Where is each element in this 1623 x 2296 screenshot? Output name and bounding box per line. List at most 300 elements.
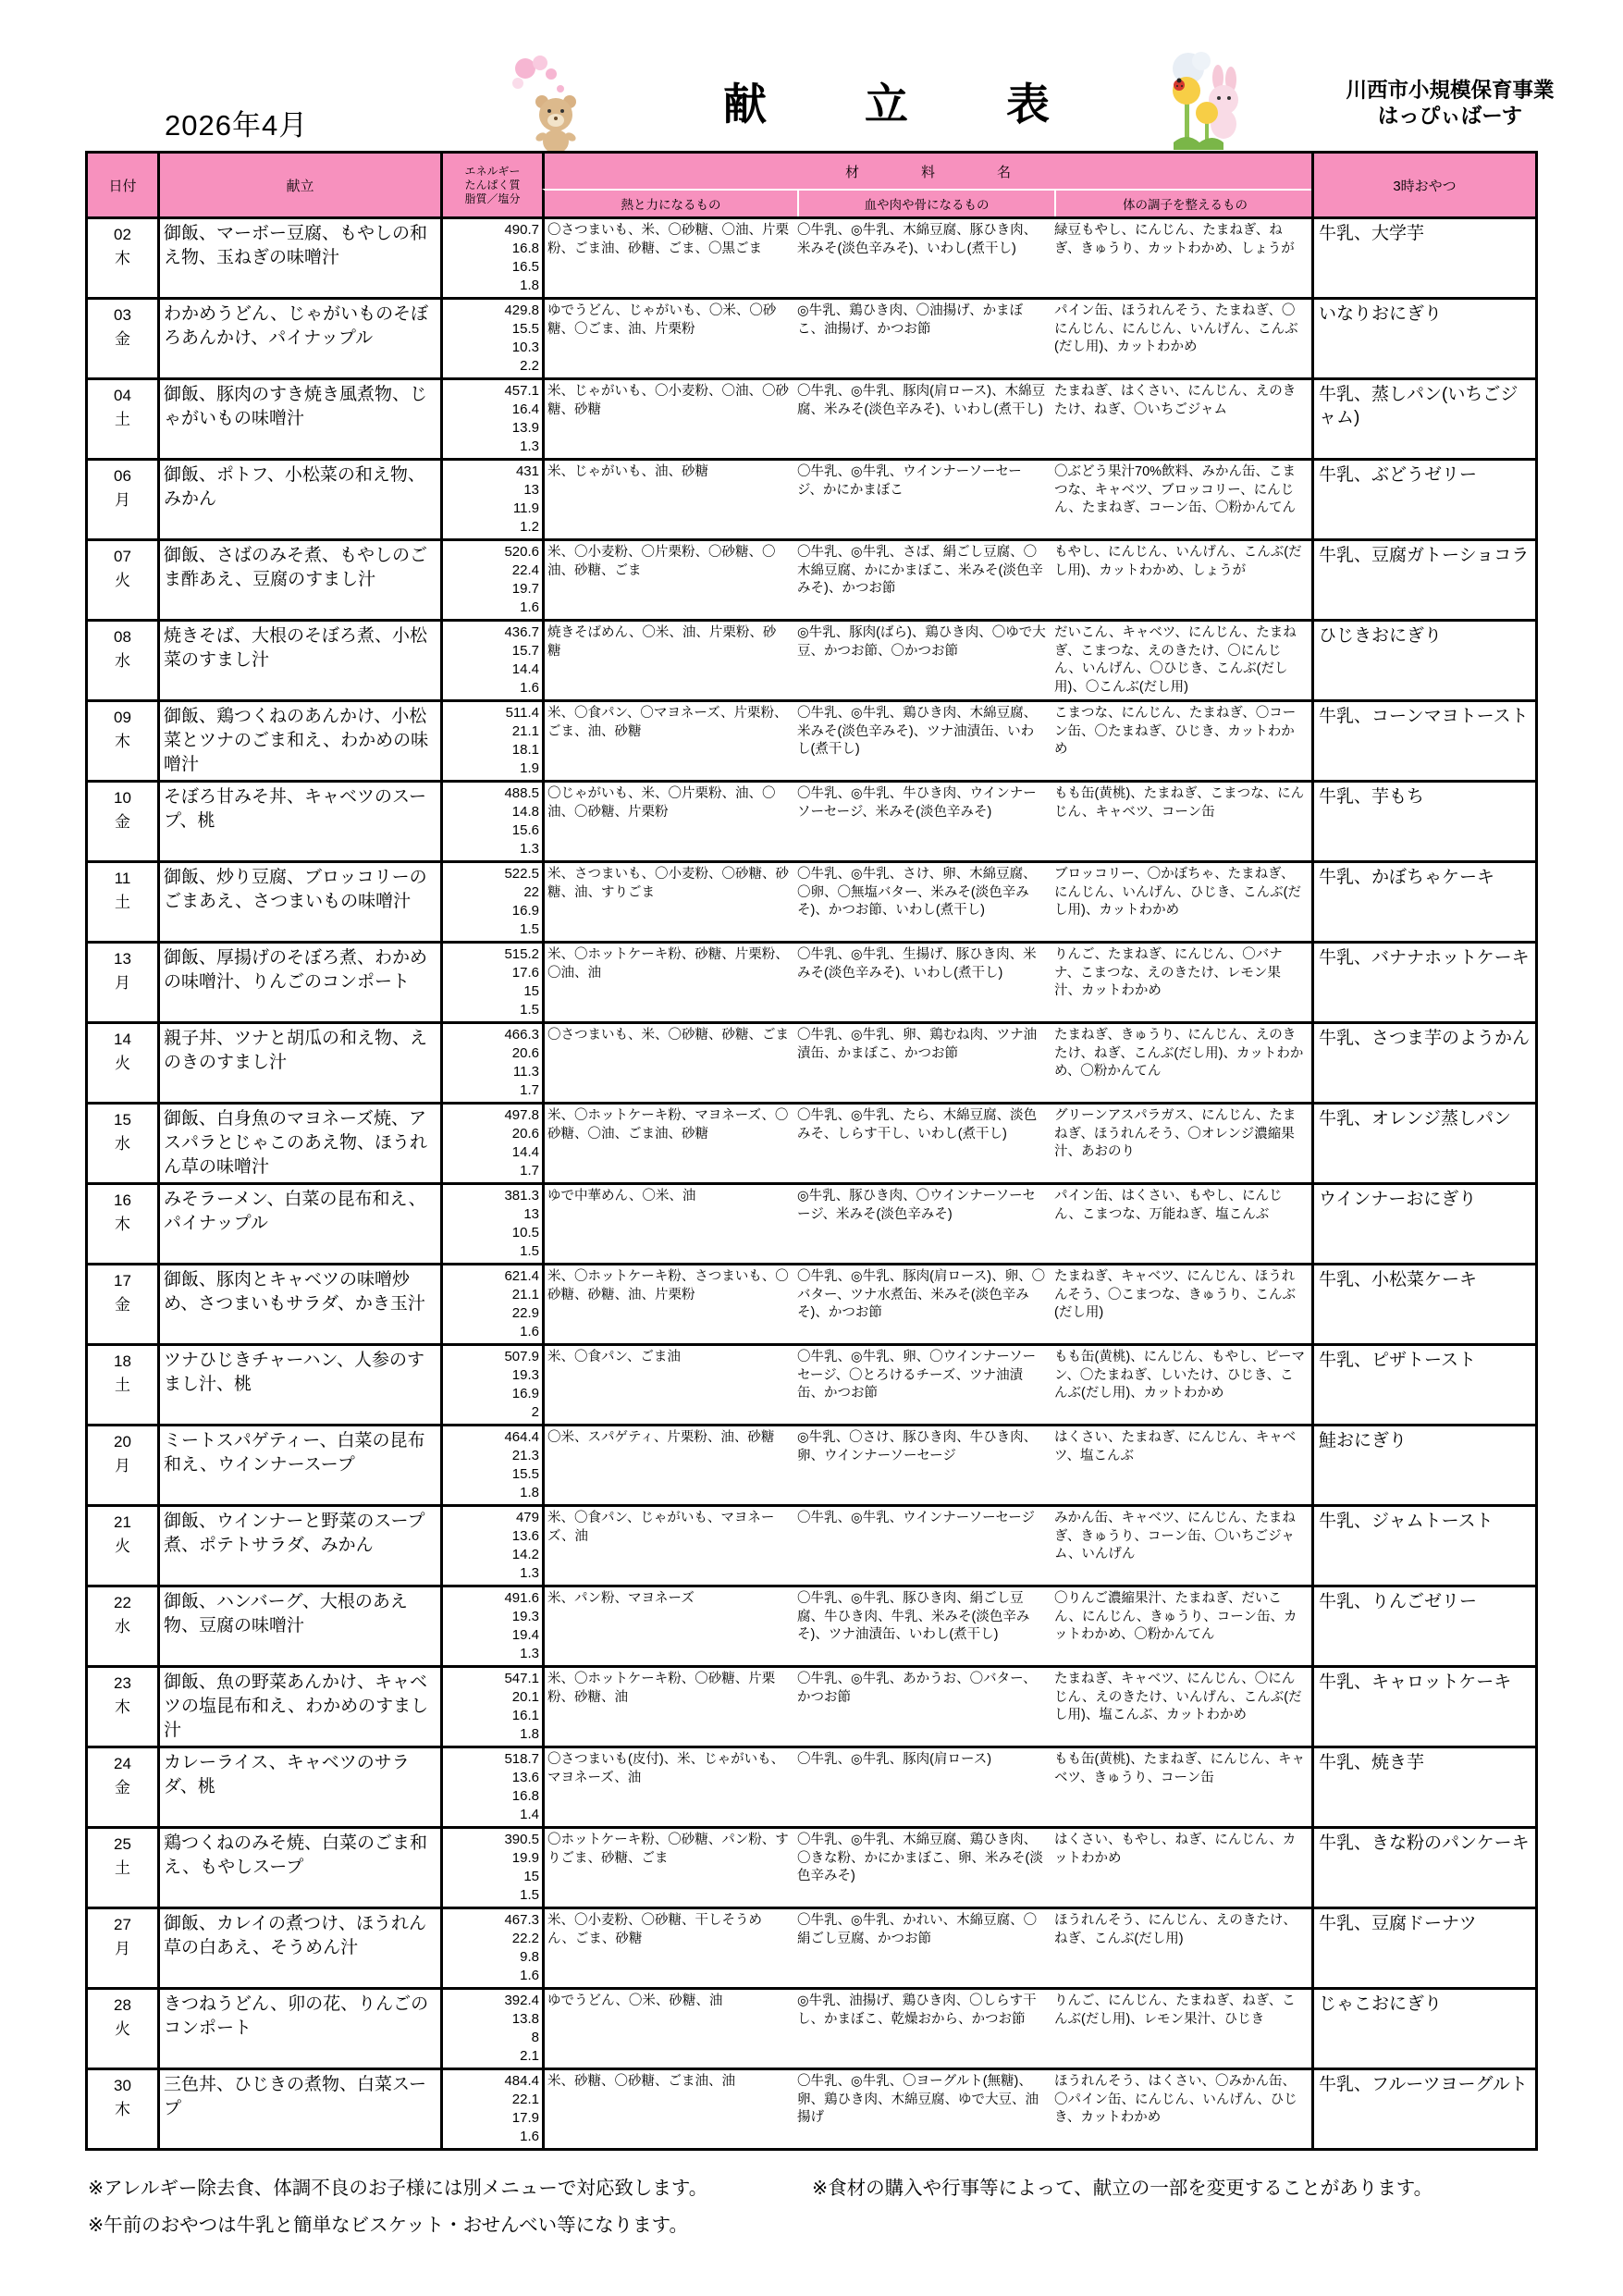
blood-ingredients-cell: 〇牛乳、◎牛乳、卵、鶏むね肉、ツナ油漬缶、かまぼこ、かつお節 bbox=[797, 1028, 1038, 1061]
date-cell bbox=[88, 1668, 157, 1746]
menu-cell: 御飯、ポトフ、小松菜の和え物、みかん bbox=[157, 461, 440, 538]
snack-cell: いなりおにぎり bbox=[1311, 300, 1535, 377]
header-date: 日付 bbox=[108, 178, 137, 194]
date-cell bbox=[88, 219, 157, 297]
table-row bbox=[88, 941, 1535, 1021]
header-heat-group: 熱と力になるもの bbox=[621, 198, 721, 212]
salt-value: 1.6 bbox=[520, 2129, 539, 2144]
snack-cell: 牛乳、キャロットケーキ bbox=[1311, 1668, 1535, 1746]
blood-ingredients-cell: 〇牛乳、◎牛乳、かれい、木綿豆腐、〇絹ごし豆腐、かつお節 bbox=[797, 1913, 1038, 1946]
fat-value: 14.4 bbox=[511, 1144, 539, 1160]
salt-value: 2.2 bbox=[520, 358, 539, 374]
table-row bbox=[88, 1021, 1535, 1102]
menu-cell: 御飯、豚肉のすき焼き風煮物、じゃがいもの味噌汁 bbox=[157, 380, 440, 458]
fat-value: 15 bbox=[523, 1869, 539, 1884]
fat-value: 16.9 bbox=[511, 1386, 539, 1401]
body-ingredients-cell: もやし、にんじん、いんげん、こんぶ(だし用)、カットわかめ、しょうが bbox=[1054, 545, 1302, 578]
energy-value: 515.2 bbox=[504, 946, 539, 962]
nutrition-cell bbox=[440, 1185, 542, 1263]
day-of-week: 金 bbox=[115, 330, 130, 348]
table-row bbox=[88, 1424, 1535, 1504]
body-ingredients-cell: 〇りんご濃縮果汁、たまねぎ、だいこん、にんじん、きゅうり、コーン缶、カットわかめ、〇粉かんてん bbox=[1054, 1591, 1297, 1642]
protein-value: 20.6 bbox=[511, 1126, 539, 1142]
heat-ingredients-cell: 米、じゃがいも、油、砂糖 bbox=[542, 461, 794, 538]
salt-value: 2 bbox=[531, 1404, 539, 1420]
date-number: 14 bbox=[114, 1031, 131, 1048]
protein-value: 14.8 bbox=[511, 804, 539, 820]
day-of-week: 金 bbox=[115, 1296, 130, 1314]
snack-cell: 牛乳、焼き芋 bbox=[1311, 1748, 1535, 1826]
date-number: 08 bbox=[114, 628, 131, 646]
fat-value: 22.9 bbox=[511, 1305, 539, 1321]
heat-ingredients-cell: 米、砂糖、〇砂糖、ごま油、油 bbox=[542, 2070, 794, 2148]
nutrition-cell bbox=[440, 2070, 542, 2148]
nutrition-cell bbox=[440, 1265, 542, 1343]
menu-cell: 焼きそば、大根のそぼろ煮、小松菜のすまし汁 bbox=[157, 622, 440, 699]
snack-cell: 牛乳、蒸しパン(いちごジャム) bbox=[1311, 380, 1535, 458]
fat-value: 15 bbox=[523, 983, 539, 999]
table-row bbox=[88, 1343, 1535, 1424]
salt-value: 1.6 bbox=[520, 599, 539, 615]
sakura-petals-icon bbox=[512, 56, 564, 93]
date-cell bbox=[88, 1990, 157, 2068]
blood-ingredients-cell: 〇牛乳、◎牛乳、〇ヨーグルト(無糖)、卵、鶏ひき肉、木綿豆腐、ゆで大豆、油揚げ bbox=[797, 2074, 1039, 2125]
menu-cell: 御飯、白身魚のマヨネーズ焼、アスパラとじゃこのあえ物、ほうれん草の味噌汁 bbox=[157, 1105, 440, 1182]
heat-ingredients-cell: 〇じゃがいも、米、〇片栗粉、油、〇油、〇砂糖、片栗粉 bbox=[542, 783, 794, 860]
salt-value: 1.8 bbox=[520, 1485, 539, 1500]
date-cell bbox=[88, 702, 157, 780]
salt-value: 1.3 bbox=[520, 1646, 539, 1661]
blood-ingredients-cell: 〇牛乳、◎牛乳、豚ひき肉、絹ごし豆腐、牛ひき肉、牛乳、米みそ(淡色辛みそ)、ツナ油漬缶、いわし(煮干し) bbox=[797, 1591, 1030, 1642]
salt-value: 1.6 bbox=[520, 1968, 539, 1983]
table-row bbox=[88, 297, 1535, 377]
menu-cell: きつねうどん、卯の花、りんごのコンポート bbox=[157, 1990, 440, 2068]
energy-value: 522.5 bbox=[504, 866, 539, 882]
day-of-week: 水 bbox=[115, 652, 130, 670]
date-number: 30 bbox=[114, 2077, 131, 2094]
protein-value: 13.6 bbox=[511, 1528, 539, 1544]
date-cell bbox=[88, 1346, 157, 1424]
salt-value: 1.3 bbox=[520, 438, 539, 454]
day-of-week: 月 bbox=[115, 1940, 130, 1957]
date-number: 11 bbox=[114, 870, 131, 887]
date-cell bbox=[88, 1265, 157, 1343]
date-number: 17 bbox=[114, 1272, 131, 1290]
salt-value: 1.7 bbox=[520, 1163, 539, 1179]
date-cell bbox=[88, 783, 157, 860]
date-number: 15 bbox=[114, 1111, 131, 1129]
day-of-week: 火 bbox=[115, 2020, 130, 2038]
day-of-week: 木 bbox=[115, 2101, 130, 2118]
energy-value: 381.3 bbox=[504, 1188, 539, 1204]
menu-cell: 親子丼、ツナと胡瓜の和え物、えのきのすまし汁 bbox=[157, 1024, 440, 1102]
menu-cell: 御飯、炒り豆腐、ブロッコリーのごまあえ、さつまいもの味噌汁 bbox=[157, 863, 440, 941]
protein-value: 15.7 bbox=[511, 643, 539, 659]
date-cell bbox=[88, 541, 157, 619]
nutrition-cell bbox=[440, 300, 542, 377]
body-ingredients-cell: もも缶(黄桃)、にんじん、もやし、ピーマン、〇たまねぎ、しいたけ、ひじき、こんぶ(だし用)、カットわかめ bbox=[1054, 1350, 1305, 1401]
footnote-change: ※食材の購入や行事等によって、献立の一部を変更することがあります。 bbox=[812, 2178, 1433, 2199]
day-of-week: 月 bbox=[115, 491, 130, 509]
day-of-week: 土 bbox=[115, 1376, 130, 1394]
date-number: 27 bbox=[114, 1916, 131, 1933]
footnote-allergy: ※アレルギー除去食、体調不良のお子様には別メニューで対応致します。 bbox=[88, 2178, 708, 2199]
body-ingredients-cell: 〇ぶどう果汁70%飲料、みかん缶、こまつな、キャベツ、ブロッコリー、にんじん、たまねぎ、コーン缶、〇粉かんてん bbox=[1054, 464, 1297, 515]
snack-cell: 鮭おにぎり bbox=[1311, 1426, 1535, 1504]
energy-value: 467.3 bbox=[504, 1912, 539, 1928]
table-row bbox=[88, 216, 1535, 297]
snack-cell: 牛乳、りんごゼリー bbox=[1311, 1587, 1535, 1665]
heat-ingredients-cell: 米、〇食パン、じゃがいも、マヨネーズ、油 bbox=[542, 1507, 794, 1585]
fat-value: 17.9 bbox=[511, 2110, 539, 2126]
menu-cell: カレーライス、キャベツのサラダ、桃 bbox=[157, 1748, 440, 1826]
body-ingredients-cell: ほうれんそう、にんじん、えのきたけ、ねぎ、こんぶ(だし用) bbox=[1054, 1913, 1297, 1946]
date-number: 20 bbox=[114, 1433, 131, 1450]
date-cell bbox=[88, 1507, 157, 1585]
fat-value: 19.7 bbox=[511, 581, 539, 597]
body-ingredients-cell: グリーンアスパラガス、にんじん、たまねぎ、ほうれんそう、〇オレンジ濃縮果汁、あおのり bbox=[1054, 1108, 1297, 1159]
nutrition-cell bbox=[440, 622, 542, 699]
fat-value: 15.6 bbox=[511, 822, 539, 838]
date-cell bbox=[88, 1748, 157, 1826]
menu-cell: 御飯、マーボー豆腐、もやしの和え物、玉ねぎの味噌汁 bbox=[157, 219, 440, 297]
snack-cell: じゃこおにぎり bbox=[1311, 1990, 1535, 2068]
body-ingredients-cell: はくさい、もやし、ねぎ、にんじん、カットわかめ bbox=[1054, 1833, 1297, 1866]
nutrition-cell bbox=[440, 1990, 542, 2068]
date-number: 16 bbox=[114, 1191, 131, 1209]
day-of-week: 木 bbox=[115, 1216, 130, 1233]
table-row bbox=[88, 619, 1535, 699]
protein-value: 20.1 bbox=[511, 1689, 539, 1705]
date-cell bbox=[88, 380, 157, 458]
header-menu: 献立 bbox=[157, 154, 440, 216]
body-ingredients-cell: パイン缶、はくさい、もやし、にんじん、こまつな、万能ねぎ、塩こんぶ bbox=[1054, 1189, 1283, 1222]
protein-value: 13 bbox=[523, 482, 539, 498]
body-ingredients-cell: もも缶(黄桃)、たまねぎ、こまつな、にんじん、キャベツ、コーン缶 bbox=[1054, 786, 1305, 820]
date-cell bbox=[88, 863, 157, 941]
snack-cell: 牛乳、大学芋 bbox=[1311, 219, 1535, 297]
salt-value: 1.2 bbox=[520, 519, 539, 535]
salt-value: 1.5 bbox=[520, 1243, 539, 1259]
fat-value: 10.5 bbox=[511, 1225, 539, 1241]
energy-value: 466.3 bbox=[504, 1027, 539, 1043]
menu-cell: 御飯、ウインナーと野菜のスープ煮、ポテトサラダ、みかん bbox=[157, 1507, 440, 1585]
menu-table bbox=[85, 151, 1538, 2151]
heat-ingredients-cell: 米、じゃがいも、〇小麦粉、〇油、〇砂糖、砂糖 bbox=[542, 380, 794, 458]
date-number: 02 bbox=[114, 226, 131, 243]
date-number: 13 bbox=[114, 950, 131, 968]
salt-value: 1.6 bbox=[520, 680, 539, 696]
protein-value: 15.5 bbox=[511, 321, 539, 337]
blood-ingredients-cell: ◎牛乳、鶏ひき肉、〇油揚げ、かまぼこ、油揚げ、かつお節 bbox=[797, 303, 1024, 337]
nutrition-cell bbox=[440, 1587, 542, 1665]
table-row bbox=[88, 1907, 1535, 1987]
body-ingredients-cell: たまねぎ、キャベツ、にんじん、ほうれんそう、〇こまつな、きゅうり、こんぶ(だし用) bbox=[1054, 1269, 1296, 1320]
heat-ingredients-cell: 〇米、スパゲティ、片栗粉、油、砂糖 bbox=[542, 1426, 794, 1504]
body-ingredients-cell: たまねぎ、キャベツ、にんじん、〇にんじん、えのきたけ、いんげん、こんぶ(だし用)、塩こんぶ、カットわかめ bbox=[1054, 1672, 1302, 1722]
date-cell bbox=[88, 1829, 157, 1907]
day-of-week: 月 bbox=[115, 974, 130, 992]
fat-value: 10.3 bbox=[511, 339, 539, 355]
date-cell bbox=[88, 944, 157, 1021]
energy-value: 621.4 bbox=[504, 1268, 539, 1284]
blood-ingredients-cell: 〇牛乳、◎牛乳、木綿豆腐、鶏ひき肉、〇きな粉、かにかまぼこ、卵、米みそ(淡色辛みそ) bbox=[797, 1833, 1043, 1883]
nutrition-cell bbox=[440, 1024, 542, 1102]
date-number: 18 bbox=[114, 1352, 131, 1370]
energy-value: 497.8 bbox=[504, 1107, 539, 1123]
nutrition-cell bbox=[440, 541, 542, 619]
nutrition-cell bbox=[440, 1507, 542, 1585]
table-row bbox=[88, 1987, 1535, 2068]
nutrition-cell bbox=[440, 702, 542, 780]
heat-ingredients-cell: 焼きそばめん、〇米、油、片栗粉、砂糖 bbox=[542, 622, 794, 699]
snack-cell: 牛乳、きな粉のパンケーキ bbox=[1311, 1829, 1535, 1907]
date-number: 07 bbox=[114, 548, 131, 565]
month-label: 2026年4月 bbox=[165, 109, 309, 142]
blood-ingredients-cell: 〇牛乳、◎牛乳、さけ、卵、木綿豆腐、〇卵、〇無塩バター、米みそ(淡色辛みそ)、かつお節、いわし(煮干し) bbox=[797, 867, 1037, 918]
energy-value: 518.7 bbox=[504, 1751, 539, 1767]
header-ingredient-subcolumns bbox=[542, 189, 1311, 216]
day-of-week: 金 bbox=[115, 1779, 130, 1796]
salt-value: 1.5 bbox=[520, 921, 539, 937]
energy-value: 511.4 bbox=[505, 705, 539, 721]
nutrition-cell bbox=[440, 944, 542, 1021]
energy-value: 491.6 bbox=[504, 1590, 539, 1606]
body-ingredients-cell: もも缶(黄桃)、たまねぎ、にんじん、キャベツ、きゅうり、コーン缶 bbox=[1054, 1752, 1305, 1785]
snack-cell: 牛乳、豆腐ドーナツ bbox=[1311, 1909, 1535, 1987]
protein-value: 19.9 bbox=[511, 1850, 539, 1866]
page-title: 献立表 bbox=[723, 80, 1148, 129]
day-of-week: 木 bbox=[115, 250, 130, 267]
nutrition-cell bbox=[440, 1668, 542, 1746]
menu-cell: 御飯、豚肉とキャベツの味噌炒め、さつまいもサラダ、かき玉汁 bbox=[157, 1265, 440, 1343]
snack-cell: 牛乳、豆腐ガトーショコラ bbox=[1311, 541, 1535, 619]
salt-value: 1.4 bbox=[520, 1807, 539, 1822]
blood-ingredients-cell: ◎牛乳、豚肉(ばら)、鶏ひき肉、〇ゆで大豆、かつお節、〇かつお節 bbox=[797, 625, 1046, 659]
date-cell bbox=[88, 1587, 157, 1665]
table-row bbox=[88, 1746, 1535, 1826]
header-blood-group: 血や肉や骨になるもの bbox=[797, 191, 1054, 216]
heat-ingredients-cell: 米、〇食パン、ごま油 bbox=[542, 1346, 794, 1424]
protein-value: 19.3 bbox=[511, 1367, 539, 1383]
heat-ingredients-cell: 〇さつまいも、米、〇砂糖、〇油、片栗粉、ごま油、砂糖、ごま、〇黒ごま bbox=[542, 219, 794, 297]
energy-value: 457.1 bbox=[504, 383, 539, 399]
header-nutrition-energy: エネルギー bbox=[464, 164, 521, 178]
heat-ingredients-cell: 米、〇ホットケーキ粉、さつまいも、〇砂糖、砂糖、油、片栗粉 bbox=[542, 1265, 794, 1343]
header-nutrition-protein: たんぱく質 bbox=[464, 178, 521, 191]
day-of-week: 木 bbox=[115, 1698, 130, 1716]
salt-value: 1.5 bbox=[520, 1887, 539, 1903]
menu-cell: ミートスパゲティー、白菜の昆布和え、ウインナースープ bbox=[157, 1426, 440, 1504]
blood-ingredients-cell: 〇牛乳、◎牛乳、豚肉(肩ロース) bbox=[797, 1752, 992, 1767]
bear-icon bbox=[535, 95, 577, 154]
date-cell bbox=[88, 1426, 157, 1504]
body-ingredients-cell: たまねぎ、はくさい、にんじん、えのきたけ、ねぎ、〇いちごジャム bbox=[1054, 384, 1297, 417]
heat-ingredients-cell: 〇ホットケーキ粉、〇砂糖、パン粉、すりごま、砂糖、ごま bbox=[542, 1829, 794, 1907]
blood-ingredients-cell: 〇牛乳、◎牛乳、たら、木綿豆腐、淡色みそ、しらす干し、いわし(煮干し) bbox=[797, 1108, 1038, 1142]
snack-cell: 牛乳、ジャムトースト bbox=[1311, 1507, 1535, 1585]
body-ingredients-cell: パイン缶、ほうれんそう、たまねぎ、〇にんじん、にんじん、いんげん、こんぶ(だし用)、カットわかめ bbox=[1054, 303, 1298, 354]
heat-ingredients-cell: ゆでうどん、〇米、砂糖、油 bbox=[542, 1990, 794, 2068]
menu-cell: 御飯、カレイの煮つけ、ほうれん草の白あえ、そうめん汁 bbox=[157, 1909, 440, 1987]
date-cell bbox=[88, 2070, 157, 2148]
body-ingredients-cell: はくさい、たまねぎ、にんじん、キャベツ、塩こんぶ bbox=[1054, 1430, 1297, 1463]
menu-cell: わかめうどん、じゃがいものそぼろあんかけ、パイナップル bbox=[157, 300, 440, 377]
protein-value: 20.6 bbox=[511, 1045, 539, 1061]
energy-value: 488.5 bbox=[504, 785, 539, 801]
rabbit-dandelion-illustration bbox=[1140, 46, 1256, 155]
snack-cell: 牛乳、フルーツヨーグルト bbox=[1311, 2070, 1535, 2148]
protein-value: 13.6 bbox=[511, 1770, 539, 1785]
fat-value: 16.1 bbox=[511, 1708, 539, 1723]
table-row bbox=[88, 1182, 1535, 1263]
table-row bbox=[88, 1665, 1535, 1746]
protein-value: 16.4 bbox=[511, 401, 539, 417]
table-row bbox=[88, 458, 1535, 538]
fat-value: 8 bbox=[531, 2030, 539, 2045]
date-number: 03 bbox=[114, 306, 131, 324]
date-number: 23 bbox=[114, 1674, 131, 1692]
menu-cell: みそラーメン、白菜の昆布和え、パイナップル bbox=[157, 1185, 440, 1263]
fat-value: 19.4 bbox=[511, 1627, 539, 1643]
table-header bbox=[88, 154, 1535, 216]
protein-value: 13.8 bbox=[511, 2011, 539, 2027]
energy-value: 429.8 bbox=[504, 302, 539, 318]
table-row bbox=[88, 538, 1535, 619]
heat-ingredients-cell: 米、〇ホットケーキ粉、〇砂糖、片栗粉、砂糖、油 bbox=[542, 1668, 794, 1746]
energy-value: 390.5 bbox=[504, 1832, 539, 1847]
nutrition-cell bbox=[440, 863, 542, 941]
menu-cell: 御飯、厚揚げのそぼろ煮、わかめの味噌汁、りんごのコンポート bbox=[157, 944, 440, 1021]
salt-value: 1.3 bbox=[520, 841, 539, 857]
body-ingredients-cell: りんご、たまねぎ、にんじん、〇バナナ、こまつな、えのきたけ、レモン果汁、カットわかめ bbox=[1054, 947, 1283, 998]
snack-cell: ウインナーおにぎり bbox=[1311, 1185, 1535, 1263]
fat-value: 11.9 bbox=[512, 500, 539, 516]
snack-cell: 牛乳、コーンマヨトースト bbox=[1311, 702, 1535, 780]
date-number: 10 bbox=[114, 789, 131, 807]
snack-cell: ひじきおにぎり bbox=[1311, 622, 1535, 699]
table-row bbox=[88, 780, 1535, 860]
energy-value: 507.9 bbox=[504, 1349, 539, 1364]
day-of-week: 月 bbox=[115, 1457, 130, 1475]
date-cell bbox=[88, 1909, 157, 1987]
energy-value: 484.4 bbox=[504, 2073, 539, 2089]
menu-cell: 御飯、ハンバーグ、大根のあえ物、豆腐の味噌汁 bbox=[157, 1587, 440, 1665]
heat-ingredients-cell: 米、〇ホットケーキ粉、砂糖、片栗粉、〇油、油 bbox=[542, 944, 794, 1021]
fat-value: 18.1 bbox=[511, 742, 539, 758]
nutrition-cell bbox=[440, 1426, 542, 1504]
bear-sakura-illustration bbox=[499, 54, 610, 155]
nutrition-cell bbox=[440, 380, 542, 458]
table-row bbox=[88, 2068, 1535, 2148]
nutrition-cell bbox=[440, 1748, 542, 1826]
nutrition-cell bbox=[440, 461, 542, 538]
menu-cell: そぼろ甘みそ丼、キャベツのスープ、桃 bbox=[157, 783, 440, 860]
date-cell bbox=[88, 300, 157, 377]
table-row bbox=[88, 377, 1535, 458]
menu-cell: 御飯、さばのみそ煮、もやしのごま酢あえ、豆腐のすまし汁 bbox=[157, 541, 440, 619]
protein-value: 22 bbox=[523, 884, 539, 900]
protein-value: 16.8 bbox=[511, 241, 539, 256]
table-row bbox=[88, 860, 1535, 941]
header-nutrition-fat-salt: 脂質／塩分 bbox=[464, 191, 521, 205]
fat-value: 14.2 bbox=[511, 1547, 539, 1562]
day-of-week: 土 bbox=[115, 1859, 130, 1877]
heat-ingredients-cell: 米、〇小麦粉、〇砂糖、干しそうめん、ごま、砂糖 bbox=[542, 1909, 794, 1987]
day-of-week: 金 bbox=[115, 813, 130, 831]
blood-ingredients-cell: 〇牛乳、◎牛乳、卵、〇ウインナーソーセージ、〇とろけるチーズ、ツナ油漬缶、かつお節 bbox=[797, 1350, 1037, 1401]
nutrition-cell bbox=[440, 1829, 542, 1907]
snack-cell: 牛乳、かぼちゃケーキ bbox=[1311, 863, 1535, 941]
heat-ingredients-cell: 米、〇小麦粉、〇片栗粉、〇砂糖、〇油、砂糖、ごま bbox=[542, 541, 794, 619]
protein-value: 22.1 bbox=[511, 2092, 539, 2107]
snack-cell: 牛乳、芋もち bbox=[1311, 783, 1535, 860]
energy-value: 431 bbox=[515, 463, 539, 479]
body-ingredients-cell: 緑豆もやし、にんじん、たまねぎ、ねぎ、きゅうり、カットわかめ、しょうが bbox=[1054, 223, 1295, 256]
blood-ingredients-cell: 〇牛乳、◎牛乳、牛ひき肉、ウインナーソーセージ、米みそ(淡色辛みそ) bbox=[797, 786, 1037, 820]
heat-ingredients-cell: ゆでうどん、じゃがいも、〇米、〇砂糖、〇ごま、油、片栗粉 bbox=[542, 300, 794, 377]
fat-value: 16.5 bbox=[511, 259, 539, 275]
heat-ingredients-cell: 〇さつまいも、米、〇砂糖、砂糖、ごま bbox=[542, 1024, 794, 1102]
nutrition-cell bbox=[440, 1346, 542, 1424]
date-number: 06 bbox=[114, 467, 131, 485]
footnote-am-snack: ※午前のおやつは牛乳と簡単なビスケット・おせんべい等になります。 bbox=[88, 2215, 688, 2236]
snack-cell: 牛乳、ピザトースト bbox=[1311, 1346, 1535, 1424]
menu-cell: 御飯、魚の野菜あんかけ、キャベツの塩昆布和え、わかめのすまし汁 bbox=[157, 1668, 440, 1746]
day-of-week: 水 bbox=[115, 1618, 130, 1636]
blood-ingredients-cell: ◎牛乳、油揚げ、鶏ひき肉、〇しらす干し、かまぼこ、乾燥おから、かつお節 bbox=[797, 1994, 1037, 2027]
date-number: 21 bbox=[114, 1513, 131, 1531]
table-row bbox=[88, 1504, 1535, 1585]
body-ingredients-cell: たまねぎ、きゅうり、にんじん、えのきたけ、ねぎ、こんぶ(だし用)、カットわかめ、〇粉かんてん bbox=[1054, 1028, 1304, 1079]
salt-value: 1.3 bbox=[520, 1565, 539, 1581]
day-of-week: 土 bbox=[115, 894, 130, 911]
protein-value: 13 bbox=[523, 1206, 539, 1222]
day-of-week: 木 bbox=[115, 733, 130, 750]
date-number: 25 bbox=[114, 1835, 131, 1853]
header-snack: 3時おやつ bbox=[1311, 154, 1535, 216]
heat-ingredients-cell: 米、〇食パン、〇マヨネーズ、片栗粉、ごま、油、砂糖 bbox=[542, 702, 794, 780]
body-ingredients-cell: ブロッコリー、〇かぼちゃ、たまねぎ、にんじん、いんげん、ひじき、こんぶ(だし用)、カットわかめ bbox=[1054, 867, 1301, 918]
blood-ingredients-cell: 〇牛乳、◎牛乳、鶏ひき肉、木綿豆腐、米みそ(淡色辛みそ)、ツナ油漬缶、いわし(煮干し) bbox=[797, 706, 1038, 757]
day-of-week: 火 bbox=[115, 1055, 130, 1072]
salt-value: 1.6 bbox=[520, 1324, 539, 1339]
protein-value: 21.3 bbox=[511, 1448, 539, 1463]
nutrition-cell bbox=[440, 1909, 542, 1987]
header-nutrition bbox=[440, 154, 542, 216]
body-ingredients-cell: みかん缶、キャベツ、にんじん、たまねぎ、きゅうり、コーン缶、〇いちごジャム、いんげん bbox=[1054, 1511, 1296, 1562]
protein-value: 17.6 bbox=[511, 965, 539, 981]
blood-ingredients-cell: 〇牛乳、◎牛乳、豚肉(肩ロース)、木綿豆腐、米みそ(淡色辛みそ)、いわし(煮干し) bbox=[797, 384, 1046, 417]
organization-name bbox=[1311, 78, 1589, 130]
blood-ingredients-cell: 〇牛乳、◎牛乳、木綿豆腐、豚ひき肉、米みそ(淡色辛みそ)、いわし(煮干し) bbox=[797, 223, 1038, 256]
fat-value: 11.3 bbox=[512, 1064, 539, 1080]
protein-value: 22.2 bbox=[511, 1931, 539, 1946]
energy-value: 520.6 bbox=[504, 544, 539, 560]
heat-ingredients-cell: 米、さつまいも、〇小麦粉、〇砂糖、砂糖、油、すりごま bbox=[542, 863, 794, 941]
date-number: 22 bbox=[114, 1594, 131, 1611]
body-ingredients-cell: ほうれんそう、はくさい、〇みかん缶、〇パイン缶、にんじん、いんげん、ひじき、カットわかめ bbox=[1054, 2074, 1297, 2125]
energy-value: 547.1 bbox=[504, 1671, 539, 1686]
body-ingredients-cell: こまつな、にんじん、たまねぎ、〇コーン缶、〇たまねぎ、ひじき、カットわかめ bbox=[1054, 706, 1297, 757]
date-cell bbox=[88, 1024, 157, 1102]
nutrition-cell bbox=[440, 1105, 542, 1182]
blood-ingredients-cell: 〇牛乳、◎牛乳、さば、絹ごし豆腐、〇木綿豆腐、かにかまぼこ、米みそ(淡色辛みそ)、かつお節 bbox=[797, 545, 1043, 596]
fat-value: 9.8 bbox=[520, 1949, 539, 1965]
rabbit-icon bbox=[1209, 65, 1238, 139]
snack-cell: 牛乳、オレンジ蒸しパン bbox=[1311, 1105, 1535, 1182]
energy-value: 464.4 bbox=[504, 1429, 539, 1445]
